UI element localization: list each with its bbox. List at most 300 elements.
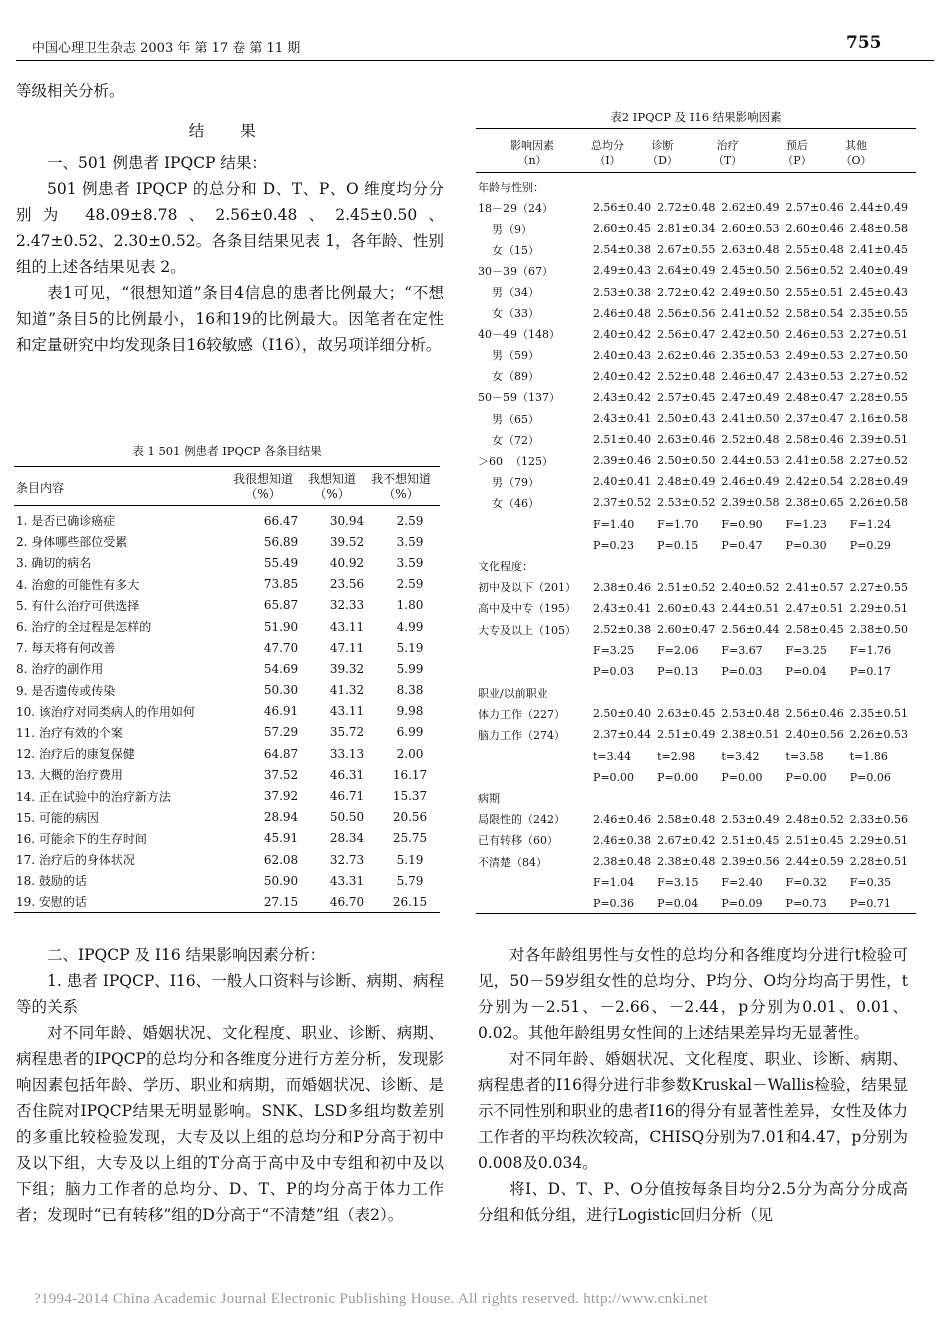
table2-cell: t=2.98	[657, 749, 696, 763]
table2-row-label: 50－59（137）	[478, 391, 560, 405]
table2-cell: 2.29±0.51	[849, 833, 908, 847]
table1-cell: 56.89	[263, 534, 299, 549]
table2-cell: 2.42±0.54	[785, 475, 844, 489]
table2-row-label: 体力工作（227）	[478, 707, 565, 721]
table2-row-label: 文化程度：	[478, 560, 533, 574]
table2-header-treatment: 治疗 （T）	[712, 139, 743, 167]
table2-cell: 2.60±0.47	[657, 623, 716, 637]
table1-cell: 66.47	[263, 513, 299, 528]
table2-cell: 2.63±0.48	[721, 243, 780, 257]
paragraph-6: 将I、D、T、P、O分值按每条目均分2.5分为高分分成高分组和低分组，进行Logistic回归分析（见	[478, 1180, 908, 1224]
table2-cell: 2.62±0.46	[657, 348, 716, 362]
table1-cell: 3.59	[396, 555, 424, 570]
table2-cell: 2.67±0.55	[657, 243, 716, 257]
table1-cell: 2.00	[396, 746, 424, 761]
table2-cell: 2.53±0.48	[721, 707, 780, 721]
table2-cell: 2.56±0.56	[657, 306, 716, 320]
table2-cell: 2.46±0.47	[721, 369, 780, 383]
table2-cell: 2.39±0.58	[721, 496, 780, 510]
table2-cell: 2.60±0.45	[592, 222, 652, 236]
table1-header-want: 我想知道 （%）	[307, 472, 356, 501]
table1-item-label: 8. 治疗的副作用	[16, 662, 104, 677]
table1-row	[14, 701, 440, 722]
table1-row	[14, 552, 440, 573]
table1-item-label: 10. 该治疗对同类病人的作用如何	[16, 704, 195, 719]
table2-cell: 2.55±0.51	[785, 285, 844, 299]
table1-row	[14, 743, 440, 764]
table1-cell: 40.92	[329, 555, 365, 570]
table2-row-label: 高中及中专（195）	[478, 602, 576, 616]
table2-row	[476, 197, 916, 218]
paragraph-1: 501 例患者 IPQCP 的总分和 D、T、P、O 维度均分分别为 48.09±8.78、2.56±0.48、2.45±0.50、2.47±0.52、2.30±0.52。各条目结果见表 1，各年龄、性别组的上述各结果见表 2。	[16, 180, 444, 276]
table1-cell: 50.30	[263, 683, 299, 698]
table2-row-label: 病期	[478, 792, 500, 806]
table2-cell: 2.64±0.49	[657, 264, 716, 278]
table2-cell: 2.46±0.46	[592, 812, 652, 826]
table2-row	[476, 830, 916, 851]
table1-header-rule	[14, 505, 440, 506]
journal-header: 中国心理卫生杂志 2003 年 第 17 卷 第 11 期	[32, 41, 301, 56]
table2-row-label: 男（34）	[478, 286, 539, 300]
table1-header-very: 我很想知道 （%）	[232, 472, 293, 501]
table2-row-label: 初中及以下（201）	[478, 581, 576, 595]
table2-row-label: 不清楚（84）	[478, 855, 547, 869]
table1-cell: 47.11	[329, 640, 365, 655]
table1-item-label: 14. 正在试验中的治疗新方法	[16, 789, 171, 804]
table2-row-label: 女（72）	[478, 433, 539, 447]
table2-cell: 2.51±0.45	[785, 833, 844, 847]
table2-row	[476, 893, 916, 914]
paragraph-5: 对不同年龄、婚姻状况、文化程度、职业、诊断、病期、病程患者的I16得分进行非参数Kruskal－Wallis检验，结果显示不同性别和职业的患者I16的得分有显著性差异，女性及体力工作者的平均秩次较高，CHISQ分别为7.01和4.47，p分别为0.008及0.034。	[478, 1050, 908, 1172]
table1-item-label: 16. 可能余下的生存时间	[16, 831, 147, 846]
table2-cell: 2.48±0.52	[785, 812, 844, 826]
table2-cell: 2.52±0.38	[592, 623, 652, 637]
table2-row-label	[476, 767, 593, 788]
table2-cell: 2.46±0.48	[592, 306, 652, 320]
table2-cell: 2.58±0.46	[785, 433, 844, 447]
table2-cell: P=0.04	[785, 665, 827, 679]
table2-cell: P=0.00	[592, 770, 635, 784]
table2-cell: F=0.35	[849, 876, 892, 890]
table2-cell: 2.56±0.40	[592, 201, 652, 215]
table2-cell: F=1.24	[849, 517, 892, 531]
table2-row-label: 男（59）	[478, 349, 539, 363]
copyright-watermark: ?1994-2014 China Academic Journal Electronic Publishing House. All rights reserved. http://www.cnki.net	[34, 1291, 708, 1307]
table2-row-label	[476, 872, 593, 893]
table1-top-rule	[14, 466, 440, 467]
table2-cell: 2.60±0.53	[721, 222, 780, 236]
table2-cell: 2.50±0.50	[657, 454, 716, 468]
table2-cell: 2.43±0.53	[785, 369, 844, 383]
table1-cell: 5.99	[396, 661, 424, 676]
table1-item-label: 11. 治疗有效的个案	[16, 725, 123, 740]
table2-cell: 2.40±0.42	[592, 327, 652, 341]
table2-cell: P=0.06	[849, 770, 891, 784]
results-heading: 结 果	[188, 122, 272, 140]
table2-cell: 2.41±0.45	[849, 243, 908, 257]
table2-row	[476, 281, 916, 302]
table2-cell: 2.49±0.53	[785, 348, 844, 362]
table2-row	[476, 366, 916, 387]
table2-cell: 2.46±0.53	[785, 327, 844, 341]
table1-caption: 表 1 501 例患者 IPQCP 各条目结果	[132, 444, 322, 458]
table1-item-label: 6. 治疗的全过程是怎样的	[16, 620, 152, 635]
table2-row-label: 女（15）	[478, 243, 539, 257]
table2-row-label: 40－49（148）	[478, 328, 560, 342]
table2-header-diagnosis: 诊断 （D）	[647, 139, 678, 167]
table1-cell: 5.19	[396, 640, 424, 655]
table1-row	[14, 870, 440, 891]
table1-cell: 51.90	[263, 619, 299, 634]
table2-row-label: 男（79）	[478, 475, 539, 489]
table2-cell: P=0.30	[785, 538, 827, 552]
table2-cell: 2.38±0.65	[785, 496, 844, 510]
table2-row-label: 脑力工作（274）	[478, 728, 565, 742]
table2-row	[476, 176, 916, 197]
table1-cell: 57.29	[263, 725, 299, 740]
table2-cell: F=3.25	[785, 644, 827, 658]
table2-cell: 2.41±0.52	[721, 306, 780, 320]
table2-cell: P=0.04	[657, 897, 699, 911]
table2-row-label: ＞60 （125）	[478, 454, 553, 468]
table2-cell: 2.16±0.58	[849, 412, 908, 426]
table2-row-label: 女（46）	[478, 496, 539, 510]
table2-cell: 2.57±0.46	[785, 201, 844, 215]
table2-cell: P=0.00	[785, 770, 827, 784]
table1-item-label: 12. 治疗后的康复保健	[16, 747, 135, 762]
table2-cell: 2.40±0.52	[721, 580, 780, 594]
table2-cell: 2.39±0.51	[849, 433, 908, 447]
table1-row	[14, 510, 440, 531]
table2-cell: 2.41±0.50	[721, 412, 780, 426]
table2-cell: 2.57±0.45	[657, 390, 716, 404]
table2-row	[476, 788, 916, 809]
table2-cell: F=0.90	[721, 517, 763, 531]
table2-cell: 2.63±0.45	[657, 707, 716, 721]
table2-cell: 2.40±0.41	[592, 475, 652, 489]
table2-cell: P=0.03	[721, 665, 763, 679]
table1-cell: 1.80	[396, 598, 424, 613]
table1-cell: 46.70	[329, 894, 365, 909]
page-number: 755	[846, 33, 882, 53]
table1-item-label: 3. 确切的病名	[16, 556, 92, 571]
table2-row-label: 女（89）	[478, 370, 539, 384]
table1-row	[14, 785, 440, 806]
table2-header-factor: 影响因素 （n）	[510, 139, 554, 167]
table1-cell: 8.38	[396, 683, 424, 698]
continued-text: 等级相关分析。	[16, 82, 125, 100]
table2-row-label	[476, 893, 593, 914]
table1-header-item: 条目内容	[16, 481, 65, 495]
table2-cell: 2.42±0.50	[721, 327, 780, 341]
table2-cell: 2.55±0.48	[785, 243, 844, 257]
table2-cell: 2.63±0.46	[657, 433, 716, 447]
table2-header-other: 其他 （O）	[840, 139, 872, 167]
table2-cell: P=0.73	[785, 897, 827, 911]
table2-row	[476, 303, 916, 324]
table1-cell: 2.59	[396, 513, 424, 528]
table2-cell: 2.27±0.52	[849, 454, 908, 468]
table2-row-label	[476, 661, 593, 682]
table2-row	[476, 408, 916, 429]
table2-row	[476, 535, 916, 556]
table2-row	[476, 661, 916, 682]
table1-item-label: 5. 有什么治疗可供选择	[16, 598, 140, 613]
table1-cell: 47.70	[263, 640, 299, 655]
table1-cell: 26.15	[392, 894, 428, 909]
table1-row	[14, 531, 440, 552]
table2-row-label: 男（9）	[478, 222, 532, 236]
table1-cell: 2.59	[396, 577, 424, 592]
table2-cell: 2.40±0.56	[785, 728, 844, 742]
table2-row-label: 已有转移（60）	[478, 834, 558, 848]
table2-cell: 2.56±0.44	[721, 623, 780, 637]
table1-cell: 25.75	[392, 831, 428, 846]
table2-cell: 2.27±0.50	[849, 348, 908, 362]
table1-cell: 6.99	[396, 725, 424, 740]
table2-cell: 2.48±0.47	[785, 390, 844, 404]
table2-row-label	[476, 640, 593, 661]
table2-row	[476, 492, 916, 513]
table2-top-rule	[476, 128, 916, 129]
table2-cell: 2.27±0.52	[849, 369, 908, 383]
table2-cell: F=3.25	[592, 644, 635, 658]
table2-row	[476, 514, 916, 535]
table1-item-label: 9. 是否遗传或传染	[16, 683, 116, 698]
table2-cell: 2.40±0.43	[592, 348, 652, 362]
table1-cell: 32.73	[329, 852, 365, 867]
table2-row-label: 30－39（67）	[478, 264, 553, 278]
table1-item-label: 7. 每天将有何改善	[16, 641, 116, 656]
table1-cell: 28.94	[263, 810, 299, 825]
table2-cell: 2.62±0.49	[721, 201, 780, 215]
table2-cell: 2.56±0.46	[785, 707, 844, 721]
table2-cell: P=0.17	[849, 665, 891, 679]
table2-row	[476, 851, 916, 872]
table2-cell: F=3.67	[721, 644, 763, 658]
table2-row	[476, 450, 916, 471]
table2-cell: 2.26±0.53	[849, 728, 908, 742]
table2-cell: 2.53±0.38	[592, 285, 652, 299]
table2-cell: 2.50±0.40	[592, 707, 652, 721]
table2-row	[476, 471, 916, 492]
table2-cell: 2.45±0.43	[849, 285, 908, 299]
table2-row-label: 女（33）	[478, 307, 539, 321]
table1-item-label: 1. 是否已确诊癌症	[16, 514, 116, 529]
table2-cell: 2.39±0.46	[592, 454, 652, 468]
table2-cell: 2.48±0.58	[849, 222, 908, 236]
table1-row	[14, 764, 440, 785]
table2-row	[476, 218, 916, 239]
table2-header-prognosis: 预后 （P）	[782, 139, 812, 167]
table1-cell: 73.85	[263, 577, 299, 592]
table2-cell: F=1.40	[592, 517, 635, 531]
right-column-bottom	[478, 942, 908, 1228]
table2-cell: 2.38±0.48	[657, 855, 716, 869]
table1-item-label: 2. 身体哪些部位受累	[16, 535, 128, 550]
table2-row	[476, 809, 916, 830]
table1	[14, 510, 440, 913]
table2-cell: F=3.15	[657, 876, 699, 890]
table1-item-label: 19. 安慰的话	[16, 895, 87, 910]
table2-cell: 2.35±0.55	[849, 306, 908, 320]
table2-cell: 2.51±0.45	[721, 833, 780, 847]
table2-cell: 2.43±0.41	[592, 601, 652, 615]
table1-cell: 35.72	[329, 725, 365, 740]
table2-cell: 2.35±0.53	[721, 348, 780, 362]
table2-cell: P=0.23	[592, 538, 635, 552]
table2-cell: 2.72±0.48	[657, 201, 716, 215]
table2-header-total: 总均分 （I）	[591, 139, 624, 167]
table2-cell: 2.37±0.52	[592, 496, 652, 510]
table2-cell: 2.37±0.47	[785, 412, 844, 426]
table2-row-label: 职业/以前职业	[478, 686, 548, 700]
table2-cell: 2.43±0.41	[592, 412, 652, 426]
table2-row	[476, 682, 916, 703]
table2-cell: 2.29±0.51	[849, 601, 908, 615]
table1-item-label: 17. 治疗后的身体状况	[16, 853, 135, 868]
table2-row	[476, 429, 916, 450]
table2-cell: 2.50±0.43	[657, 412, 716, 426]
table2-cell: 2.52±0.48	[657, 369, 716, 383]
table1-item-label: 13. 大概的治疗费用	[16, 768, 123, 783]
table2-cell: 2.72±0.42	[657, 285, 716, 299]
table2-cell: 2.58±0.45	[785, 623, 844, 637]
table2-cell: 2.41±0.58	[785, 454, 844, 468]
table1-cell: 45.91	[263, 831, 299, 846]
table2-cell: 2.27±0.51	[849, 327, 908, 341]
table2-row	[476, 260, 916, 281]
table1-cell: 43.11	[329, 619, 365, 634]
table1-cell: 46.31	[329, 767, 365, 782]
table2-row-label: 18－29（24）	[478, 201, 553, 215]
table2-cell: 2.67±0.42	[657, 833, 716, 847]
table1-row	[14, 637, 440, 658]
table2-row	[476, 724, 916, 745]
table1-cell: 50.50	[329, 810, 365, 825]
table2-cell: 2.49±0.43	[592, 264, 652, 278]
table2-cell: P=0.47	[721, 538, 763, 552]
table2-cell: 2.28±0.51	[849, 855, 908, 869]
paragraph-3: 对不同年龄、婚姻状况、文化程度、职业、诊断、病期、病程患者的IPQCP的总均分和各维度分进行方差分析，发现影响因素包括年龄、学历、职业和病期，而婚姻状况、诊断、是否住院对IPQCP结果无明显影响。SNK、LSD多组均数差别的多重比较检验发现，大专及以上组的总均分和P分高于初中及以下组，大专及以上组的T分高于高中及中专组和初中及以下组；脑力工作者的总均分、D、T、P的均分高于体力工作者；发现时“已有转移”组的D分高于“不清楚”组（表2）。	[16, 1024, 444, 1224]
table2-cell: 2.38±0.46	[592, 580, 652, 594]
table2-cell: 2.33±0.56	[849, 812, 908, 826]
left-column-bottom	[16, 942, 444, 1228]
table2-row	[476, 239, 916, 260]
table2-row	[476, 324, 916, 345]
table2-row-label	[476, 535, 593, 556]
table1-cell: 27.15	[263, 894, 299, 909]
table2-row	[476, 387, 916, 408]
table2-row	[476, 767, 916, 788]
table1-cell: 43.31	[329, 873, 365, 888]
table1-cell: 46.71	[329, 789, 365, 804]
subheading-2-1: 1. 患者 IPQCP、I16、一般人口资料与诊断、病期、病程等的关系	[16, 972, 444, 1016]
table2-cell: 2.44±0.51	[721, 601, 780, 615]
table2-row-label: 大专及以上（105）	[478, 623, 576, 637]
table1-row	[14, 680, 440, 701]
table1-cell: 20.56	[392, 810, 428, 825]
table1-cell: 43.11	[329, 704, 365, 719]
table1-row	[14, 574, 440, 595]
table1-cell: 54.69	[263, 661, 299, 676]
table1-cell: 50.90	[263, 873, 299, 888]
table2-cell: 2.35±0.51	[849, 707, 908, 721]
table1-cell: 28.34	[329, 831, 365, 846]
table2-row-label	[476, 746, 593, 767]
table1-bottom-rule	[14, 912, 440, 913]
table2-cell: 2.44±0.53	[721, 454, 780, 468]
table2-cell: F=1.04	[592, 876, 635, 890]
table2-cell: 2.58±0.54	[785, 306, 844, 320]
table2	[476, 176, 916, 914]
table2-cell: 2.81±0.34	[657, 222, 716, 236]
table2-cell: 2.48±0.49	[657, 475, 716, 489]
table1-row	[14, 849, 440, 870]
table1-cell: 41.32	[329, 683, 365, 698]
table1-cell: 62.08	[263, 852, 299, 867]
table2-cell: t=3.42	[721, 749, 760, 763]
table2-row	[476, 703, 916, 724]
header-rule	[16, 60, 934, 61]
table2-cell: 2.27±0.55	[849, 580, 908, 594]
table2-row-label: 男（65）	[478, 412, 539, 426]
table2-cell: 2.38±0.50	[849, 623, 908, 637]
table1-cell: 5.19	[396, 852, 424, 867]
table1-cell: 33.13	[329, 746, 365, 761]
table2-cell: 2.40±0.49	[849, 264, 908, 278]
table2-cell: 2.47±0.49	[721, 390, 780, 404]
table1-cell: 4.99	[396, 619, 424, 634]
subheading-2: 二、IPQCP 及 I16 结果影响因素分析：	[47, 946, 326, 964]
table2-header-rule	[476, 172, 916, 173]
table2-cell: 2.51±0.49	[657, 728, 716, 742]
table2-cell: P=0.36	[592, 897, 635, 911]
table2-row	[476, 345, 916, 366]
table2-row-label: 年龄与性别：	[478, 180, 544, 194]
table2-cell: 2.39±0.56	[721, 855, 780, 869]
table1-row	[14, 595, 440, 616]
table1-row	[14, 616, 440, 637]
table1-cell: 39.52	[329, 534, 365, 549]
table2-cell: 2.26±0.58	[849, 496, 908, 510]
table2-cell: P=0.15	[657, 538, 699, 552]
table2-cell: F=1.76	[849, 644, 892, 658]
table2-row-label: 局限性的（242）	[478, 813, 565, 827]
table2-cell: t=3.58	[785, 749, 824, 763]
table2-cell: 2.52±0.48	[721, 433, 780, 447]
table1-item-label: 18. 鼓励的话	[16, 874, 87, 889]
table2-row-label	[476, 514, 593, 535]
table1-cell: 65.87	[263, 598, 299, 613]
table1-item-label: 15. 可能的病因	[16, 810, 99, 825]
table1-cell: 55.49	[263, 555, 299, 570]
table2-row	[476, 598, 916, 619]
table2-cell: t=1.86	[849, 749, 888, 763]
table2-row	[476, 746, 916, 767]
table2-row	[476, 640, 916, 661]
left-column-top	[16, 78, 444, 358]
table2-cell: 2.53±0.49	[721, 812, 780, 826]
table2-cell: P=0.13	[657, 665, 699, 679]
table1-row	[14, 807, 440, 828]
table2-cell: 2.43±0.42	[592, 390, 652, 404]
table2-cell: P=0.00	[657, 770, 699, 784]
table1-cell: 9.98	[396, 704, 424, 719]
table1-cell: 30.94	[329, 513, 365, 528]
table1-cell: 16.17	[392, 767, 428, 782]
table1-row	[14, 658, 440, 679]
